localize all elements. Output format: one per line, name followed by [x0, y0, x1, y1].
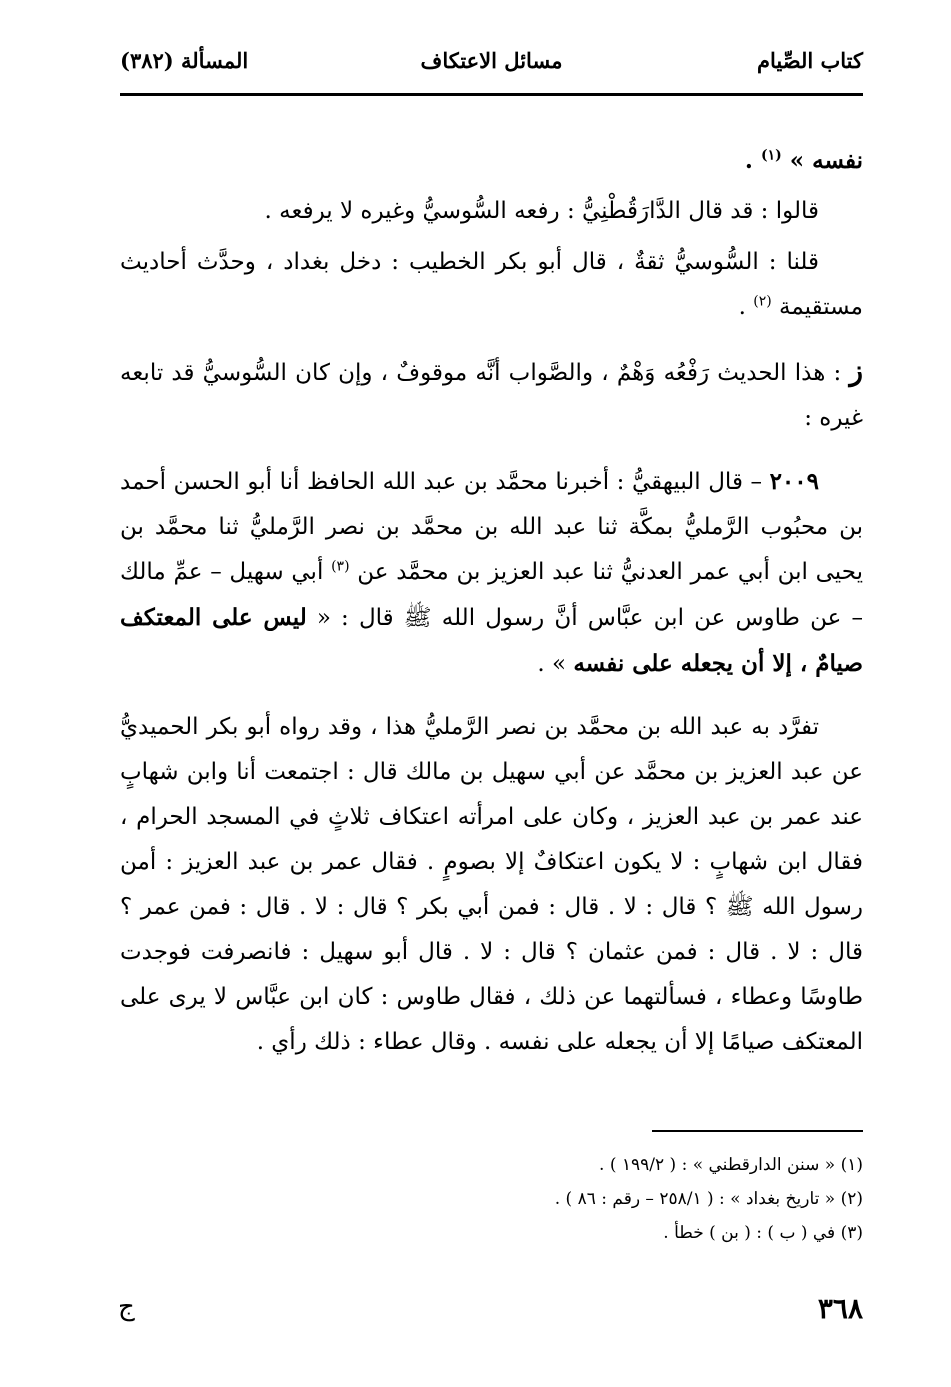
paragraph-1-text: نفسه »: [781, 147, 863, 174]
main-text: [120, 138, 863, 1083]
paragraph-4: [120, 348, 863, 441]
paragraph-2: قالوا : قد قال الدَّارَقُطْنِيُّ : رفعه السُّوسيُّ وغيره لا يرفعه .: [264, 198, 819, 224]
footnote-rule: [652, 1130, 863, 1132]
footnote-ref-1: (١): [760, 147, 782, 164]
paragraph-3: [120, 240, 863, 330]
footnote-3: (٣) في ( ب ) : ( بن ) خطأ .: [663, 1223, 863, 1243]
signature-mark: ج: [118, 1292, 135, 1322]
header-rule: [120, 93, 863, 96]
hadith-matn: ليس على المعتكف صيامٌ ، إلا أن يجعله على نفسه: [120, 604, 863, 677]
hadith-2009: [120, 459, 863, 687]
header-chapter-title: مسائل الاعتكاف: [420, 48, 563, 73]
paragraph-1-end: .: [744, 147, 761, 174]
header-issue-number: المسألة (٣٨٢): [120, 48, 249, 73]
footnote-2: (٢) « تاريخ بغداد » : ( ٢٥٨/١ – رقم : ٨٦ ) .: [554, 1189, 863, 1209]
footnote-1: (١) « سنن الدارقطني » : ( ١٩٩/٢ ) .: [599, 1155, 863, 1175]
running-header: [120, 48, 863, 86]
paragraph-3-text: قلنا : السُّوسيُّ ثقةٌ ، قال أبو بكر الخطيب : دخل بغداد ، وحدَّث أحاديث مستقيمة: [120, 249, 863, 320]
hadith-text-b: أبي سهيل – عمِّ مالك – عن طاوس عن ابن عبَّاس أنَّ رسول الله ﷺ قال : «: [120, 559, 863, 631]
hadith-number: ٢٠٠٩: [769, 468, 819, 495]
paragraph-6: تفرَّد به عبد الله بن محمَّد بن نصر الرَّمليُّ هذا ، وقد رواه أبو بكر الحميديُّ عن عبد العزيز بن محمَّد عن أبي سهيل بن مالك قال : اجتمعت أنا وابن شهابٍ عند عمر بن عبد العزيز ، وكان على امرأته اعتكاف ثلاثٍ في المسجد الحرام ، فقال ابن شهابٍ : لا يكون اعتكافٌ إلا بصومٍ . فقال عمر بن عبد العزيز : أمن رسول الله ﷺ ؟ قال : لا . قال : فمن أبي بكر ؟ قال : لا . قال : فمن عمر ؟ قال : لا . قال : فمن عثمان ؟ قال : لا . قال أبو سهيل : فانصرفت فوجدت طاوسًا وعطاء ، فسألتهما عن ذلك ، فقال طاوس : كان ابن عبَّاس لا يرى على المعتكف صيامًا إلا أن يجعله على نفسه . وقال عطاء : ذلك رأي .: [120, 714, 863, 1055]
paragraph-4-text: : هذا الحديث رَفْعُه وَهْمٌ ، والصَّواب أنَّه موقوفٌ ، وإن كان السُّوسيُّ قد تابعه غيره :: [120, 360, 863, 431]
footnote-ref-3: (٣): [331, 558, 350, 575]
paragraph-1: [120, 138, 863, 183]
footnotes: [120, 1148, 863, 1250]
paragraph-3-end: .: [738, 294, 754, 320]
hadith-text-a: – قال البيهقيُّ : أخبرنا محمَّد بن عبد الله الحافظ أنا أبو الحسن أحمد بن محبُوب الرَّمليُّ بمكَّة ثنا عبد الله بن محمَّد بن نصر الرَّمليُّ ثنا محمَّد بن يحيى ابن أبي عمر العدنيُّ ثنا عبد العزيز بن محمَّد عن: [120, 469, 863, 585]
header-book-title: كتاب الصِّيام: [757, 48, 863, 73]
hadith-text-c: » .: [537, 651, 574, 677]
footnote-ref-2: (٢): [753, 293, 772, 310]
section-marker: ز: [849, 354, 863, 387]
page-number: ٣٦٨: [817, 1292, 863, 1325]
